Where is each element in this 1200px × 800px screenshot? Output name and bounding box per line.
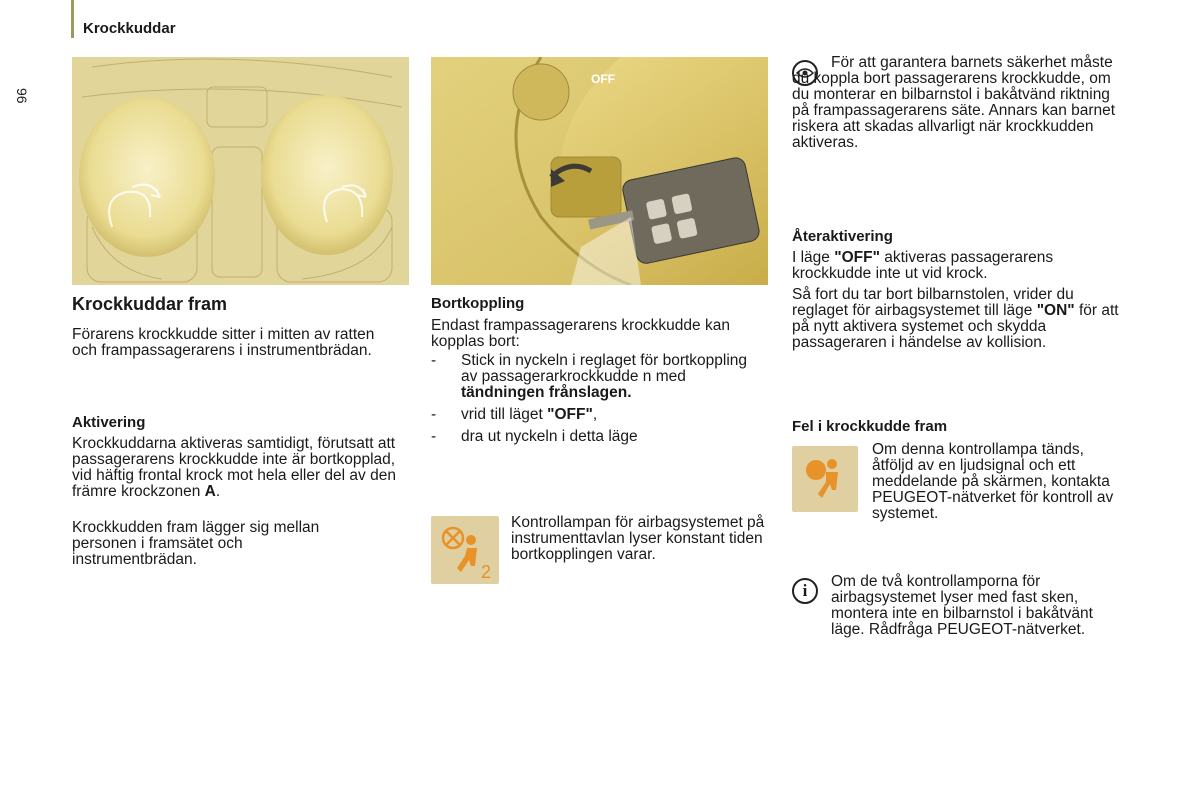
key-switch-illustration	[431, 57, 768, 285]
airbag-fault-icon	[792, 446, 858, 512]
page-title: Krockkuddar	[83, 20, 176, 37]
fault-heading: Fel i krockkudde fram	[792, 418, 948, 435]
info-note: Om de två kontrollamporna för airbagsystemet lyser med fast sken, montera inte en bilbarnstol i bakåtvänt läge. Rådfråga PEUGEOT-nätverket.	[831, 573, 1093, 638]
section-heading-front-airbags: Krockkuddar fram	[72, 294, 228, 314]
intro-paragraph: Förarens krockkudde sitter i mitten av ratten och frampassagerarens i instrumentbrädan.	[72, 326, 375, 359]
child-safety-warning: För att garantera barnets säkerhet måste du koppla bort passagerarens krockkudde, om du monterar en bilbarnstol i bakåtvänd riktning på frampassagerarens säte. Annars kan barnet riskera att skadas allvarligt när krockkudden aktiveras.	[792, 54, 1116, 151]
activation-heading: Aktivering	[72, 414, 146, 431]
svg-text:2: 2	[481, 562, 492, 582]
warning-lamp-text: Kontrollampan för airbagsystemet på instrumenttavlan lyser konstant tiden bortkopplingen varar.	[511, 514, 765, 563]
header-accent-bar	[71, 0, 74, 38]
activation-paragraph: Krockkuddarna aktiveras samtidigt, förutsatt att passagerarens krockkudde inte är bortkopplad, vid häftig frontal krock mot hela eller del av den främre krockzonen A.	[72, 435, 396, 500]
page-number: 96	[14, 88, 30, 104]
airbags-drawing	[72, 57, 409, 285]
deactivation-steps	[431, 353, 751, 445]
fault-text: Om denna kontrollampa tänds, åtföljd av en ljudsignal och ett meddelande på skärmen, kontakta PEUGEOT-nätverket för kontroll av systemet.	[872, 441, 1114, 522]
reactivation-heading: Återaktivering	[792, 228, 893, 245]
step-3: - dra ut nyckeln i detta läge	[431, 428, 638, 445]
reactivation-paragraph-2: Så fort du tar bort bilbarnstolen, vrider du reglaget för airbagsystemet till läge "ON" för att på nytt aktivera systemet och skydda passageraren i händelse av kollision.	[792, 286, 1119, 351]
step-2: - vrid till läget "OFF",	[431, 406, 598, 423]
key-switch-drawing	[431, 57, 768, 285]
deactivation-heading: Bortkoppling	[431, 295, 525, 312]
airbag-off-warning-icon	[431, 516, 499, 584]
step-1: - Stick in nyckeln i reglaget för bortkoppling av passagerarkrockkudde n med tändningen frånslagen.	[431, 352, 748, 401]
airbag-position-paragraph: Krockkudden fram lägger sig mellan personen i framsätet och instrumentbrädan.	[72, 519, 320, 568]
deactivation-intro: Endast frampassagerarens krockkudde kan kopplas bort:	[431, 317, 730, 350]
airbags-illustration	[72, 57, 409, 285]
off-label: OFF	[591, 72, 615, 86]
reactivation-paragraph-1: I läge "OFF" aktiveras passagerarens krockkudde inte ut vid krock.	[792, 249, 1054, 282]
info-icon: i	[792, 578, 818, 604]
crash-zone-label: A	[204, 483, 216, 500]
